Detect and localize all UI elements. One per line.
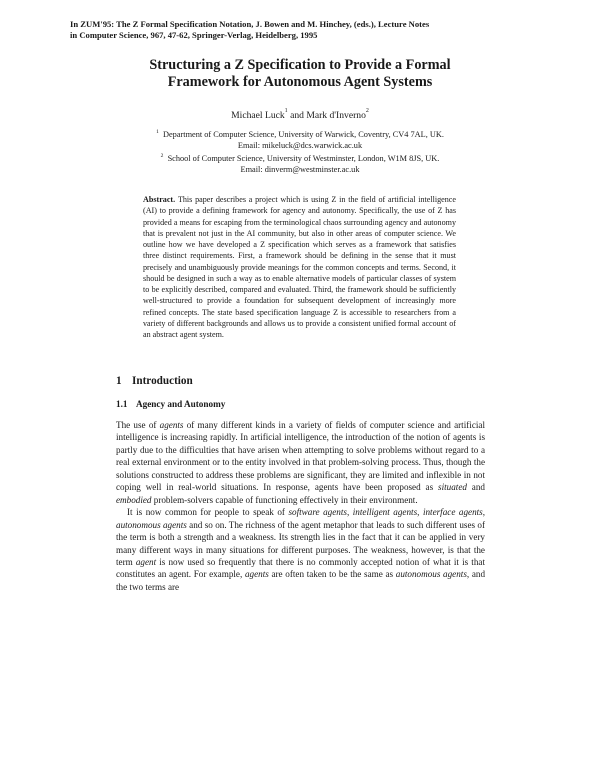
- abstract-text: This paper describes a project which is using Z in the field of artificial intelligence (AI) to provide a defining framework for agency and autonomy. Specifically, the use of Z has provided a means for escaping from the terminological chaos surrounding agency and autonomy that is prevalent not just in the AI community, but also in other areas of computer science. We outline how we have developed a Z specification which serves as a framework that satisfies three distinct requirements. First, a framework should be defining in the sense that it must precisely and unambiguously provide meanings for the common concepts and terms. Second, it should be designed in such a way as to enable alternative models of particular classes of system to be explicitly described, compared and evaluated. Third, the framework should be sufficiently well-structured to provide a foundation for subsequent development of increasingly more refined concepts. The state based specification language Z is accessible to researchers from a variety of different backgrounds and allows us to provide a consistent unified formal account of an abstract agent system.: [143, 195, 456, 339]
- author-conjunction: and: [287, 110, 307, 121]
- author-1-affil-mark: 1: [284, 108, 288, 114]
- author-2-affil-mark: 2: [365, 108, 369, 114]
- subsection-heading: [116, 399, 225, 409]
- affiliation-1-email: Email: mikeluck@dcs.warwick.ac.uk: [237, 141, 363, 150]
- abstract: [143, 194, 456, 340]
- affiliation-1-mark: 1: [156, 129, 159, 135]
- body-text: [116, 419, 485, 593]
- emphasis: agent: [135, 556, 157, 567]
- affiliation-2-email: Email: dinverm@westminster.ac.uk: [240, 165, 360, 174]
- emphasis: agents: [159, 420, 184, 430]
- emphasis: software agents: [288, 507, 347, 518]
- section-heading: [116, 375, 193, 387]
- affiliation-1: [125, 129, 475, 151]
- paragraph-2: It is now common for people to speak of software agents, intelligent agents, interface agents, autonomous agents and so on. The richness of the agent metaphor that leads to such different uses of the term is both a strength and a weakness. Its strength lies in the fact that it can be applied in very many different ways in many situations for different purposes. The weakness, however, is that the term agent is now used so frequently that there is no commonly accepted notion of what it is that constitutes an agent. For example, agents are often taken to be the same as autonomous agents, and the two terms are: [116, 507, 486, 592]
- emphasis: agents: [244, 569, 269, 580]
- emphasis: situated: [438, 482, 467, 493]
- emphasis: interface agents: [422, 507, 483, 518]
- affiliation-2: [125, 153, 475, 175]
- section-title: Introduction: [132, 375, 193, 387]
- abstract-label: Abstract.: [143, 195, 176, 204]
- publication-note-line-1: In ZUM'95: The Z Formal Specification Notation, J. Bowen and M. Hinchey, (eds.), Lecture Notes: [70, 19, 430, 29]
- emphasis: autonomous agents: [395, 569, 467, 580]
- emphasis: autonomous agents: [116, 519, 187, 530]
- paper-title-line-2: Framework for Autonomous Agent Systems: [167, 74, 433, 90]
- subsection-number: 1.1: [116, 399, 128, 409]
- emphasis: intelligent agents: [352, 507, 418, 518]
- author-1: Michael Luck: [231, 110, 285, 121]
- publication-note-line-2: in Computer Science, 967, 47-62, Springer-Verlag, Heidelberg, 1995: [70, 30, 318, 40]
- affiliation-2-dept: School of Computer Science, University of Westminster, London, W1M 8JS, UK.: [167, 154, 440, 163]
- paper-title: [0, 57, 600, 91]
- paragraph-1: The use of agents of many different kinds in a variety of fields of computer science and artificial intelligence is increasing rapidly. In artificial intelligence, the introduction of the notion of agents is partly due to the difficulties that have arisen when attempting to solve problems without regard to a real external environment or to the entity involved in that problem-solving process. Thus, though the solutions constructed to address these problems are significant, they are limited and inflexible in not coping well in real-world situations. In response, agents have been proposed as situated and embodied problem-solvers capable of functioning effectively in their environment.: [116, 420, 485, 505]
- affiliation-2-mark: 2: [160, 153, 164, 159]
- publication-note: [70, 19, 540, 41]
- subsection-title: Agency and Autonomy: [136, 399, 226, 409]
- paper-title-line-1: Structuring a Z Specification to Provide a Formal: [149, 57, 451, 73]
- affiliation-1-dept: Department of Computer Science, University of Warwick, Coventry, CV4 7AL, UK.: [163, 130, 444, 139]
- author-list: [0, 110, 600, 121]
- section-number: 1: [116, 375, 122, 387]
- author-2: Mark d'Inverno: [306, 110, 366, 121]
- emphasis: embodied: [116, 494, 152, 505]
